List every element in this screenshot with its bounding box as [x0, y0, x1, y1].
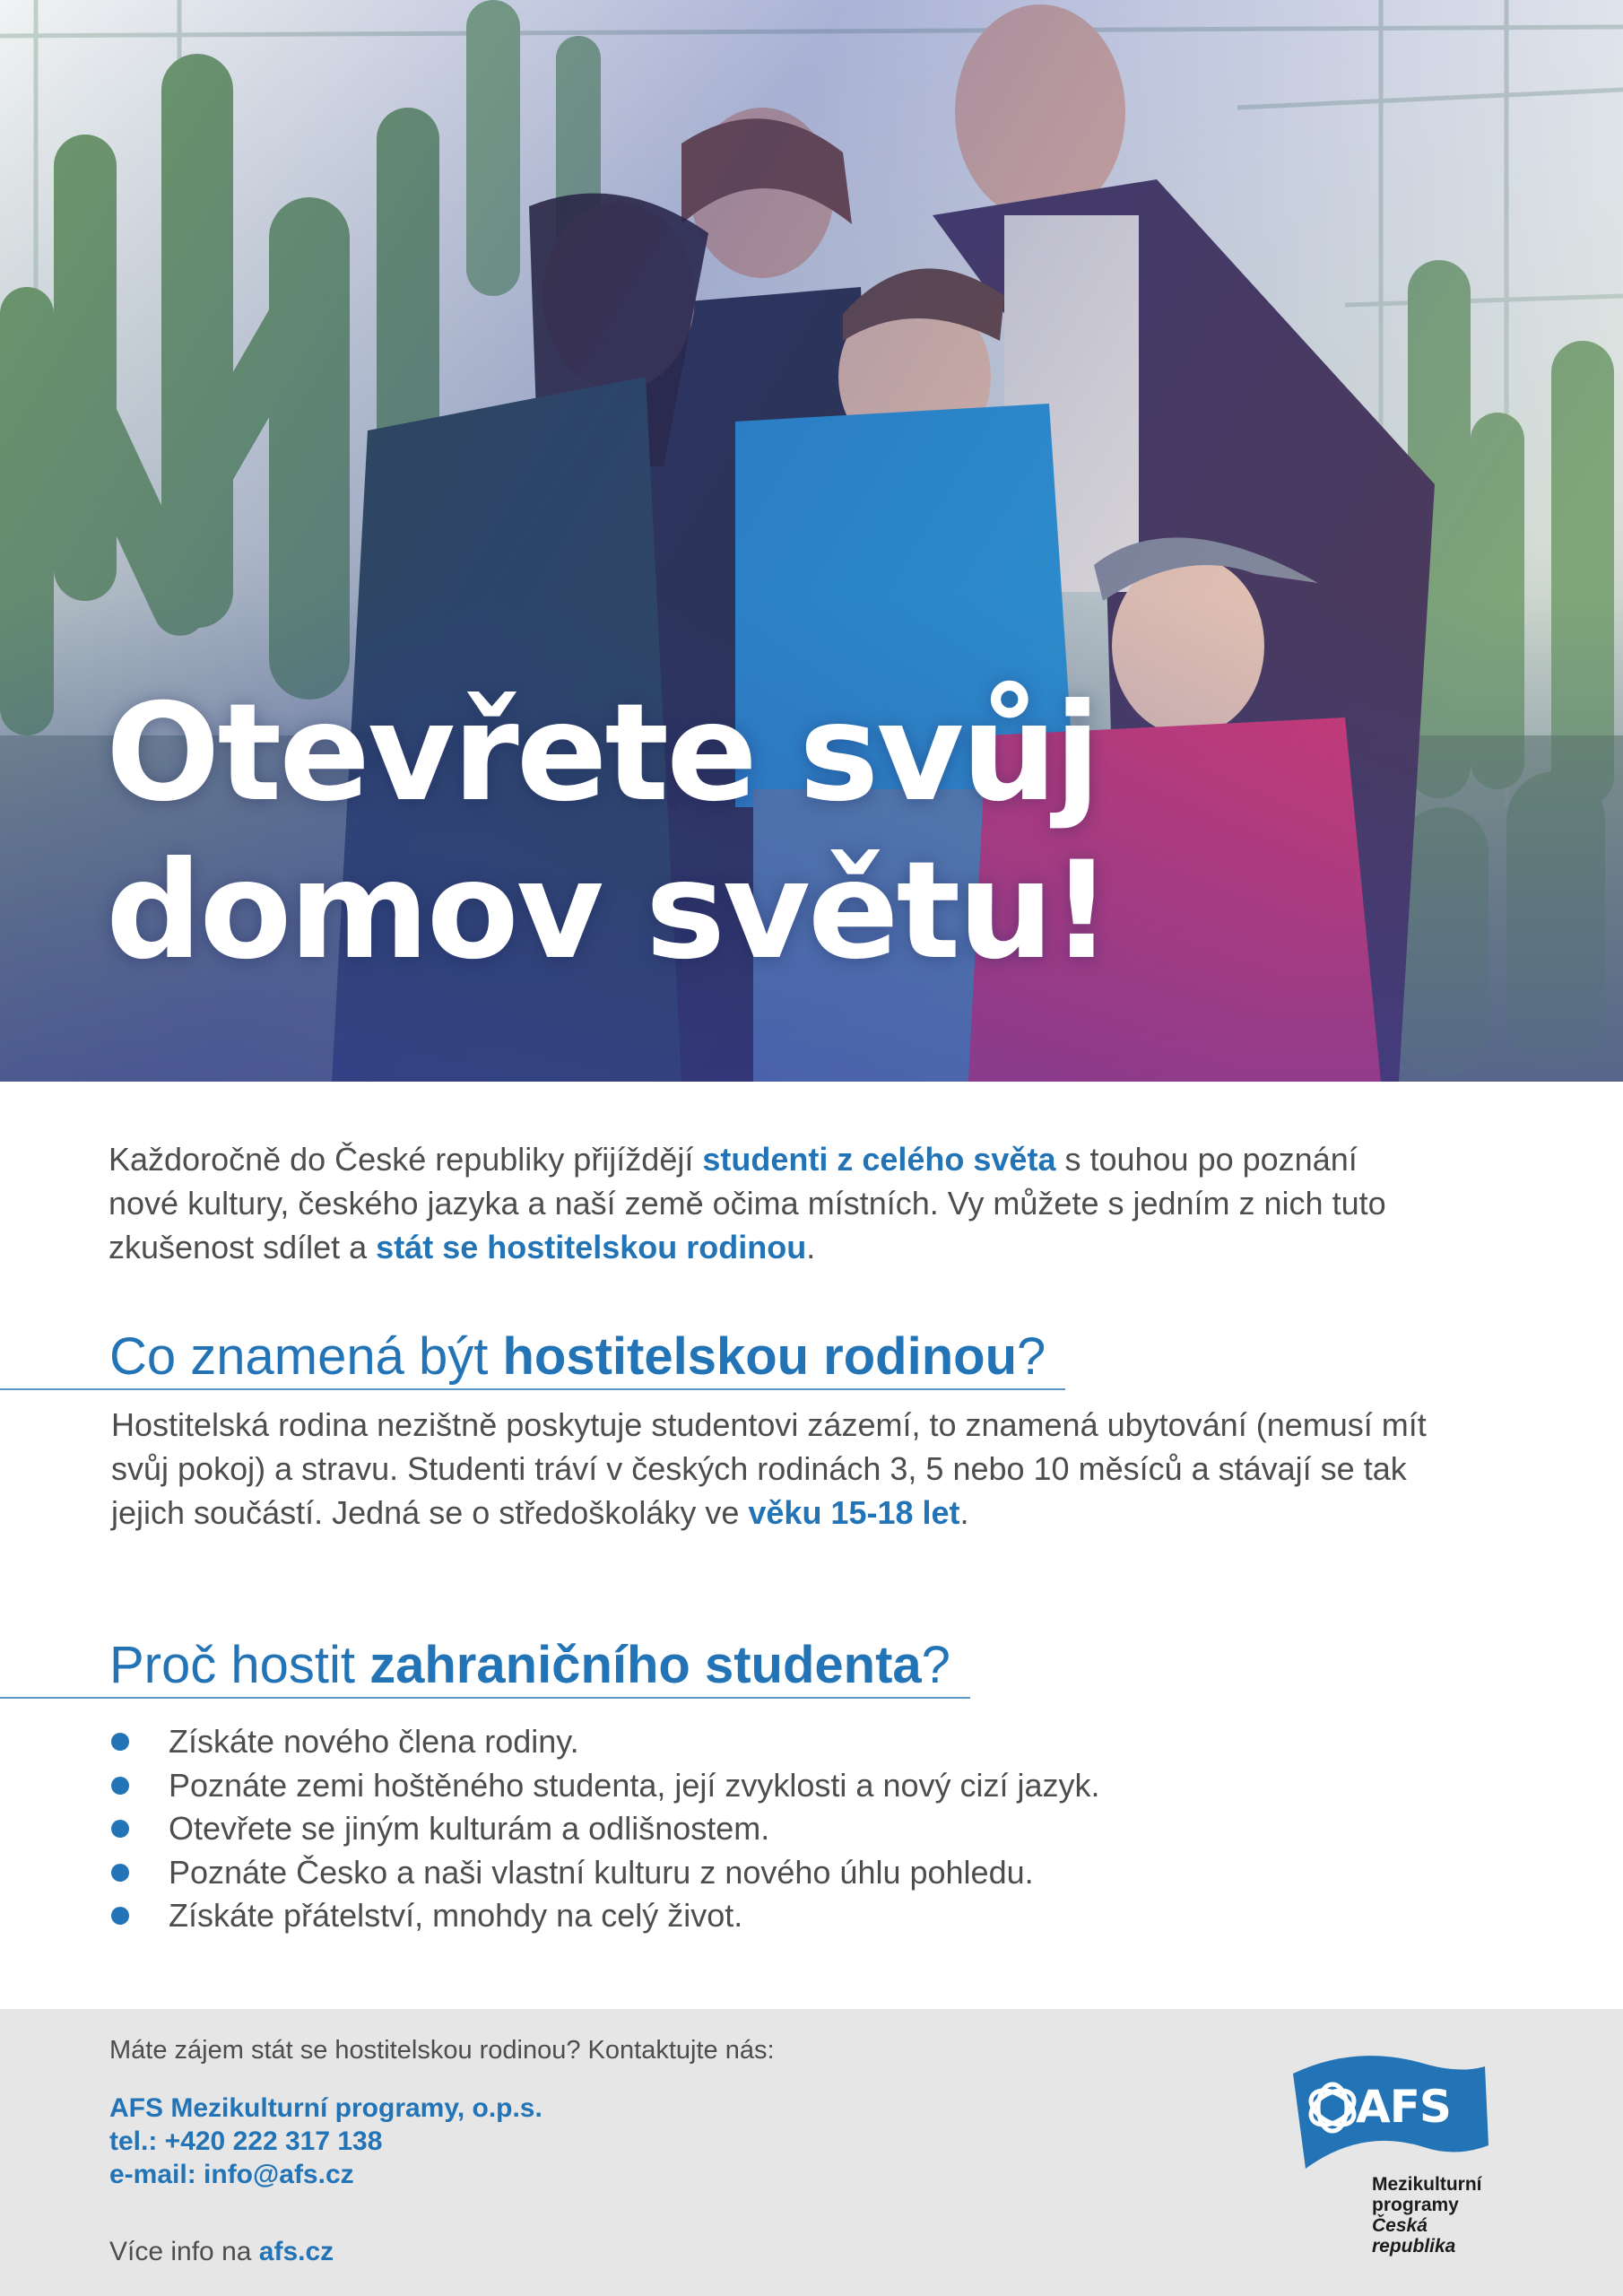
bullet-icon	[111, 1733, 129, 1751]
logo-line-2: programy	[1372, 2195, 1459, 2215]
intro-paragraph	[108, 1137, 1436, 1269]
contact-prompt: Máte zájem stát se hostitelskou rodinou? Kontaktujte nás:	[109, 2036, 775, 2065]
section-heading-host-family	[0, 1326, 1065, 1390]
list-item	[109, 1764, 1100, 1808]
heading-end: ?	[1017, 1327, 1046, 1386]
intro-text-3: .	[806, 1229, 816, 1265]
more-info-text: Více info na	[109, 2237, 259, 2266]
heading-plain: Co znamená být	[109, 1327, 503, 1386]
organization-name: AFS Mezikulturní programy, o.p.s.	[109, 2093, 542, 2123]
section-heading-why-host	[0, 1634, 970, 1699]
hero-title	[106, 674, 1109, 990]
bullet-icon	[111, 1777, 129, 1795]
intro-highlight-students: studenti z celého světa	[702, 1141, 1056, 1178]
logo-line-3: Česká republika	[1372, 2215, 1456, 2257]
heading-bold: zahraničního studenta	[369, 1636, 922, 1694]
heading-end: ?	[921, 1636, 950, 1694]
hero-title-line-1: Otevřete svůj	[106, 675, 1098, 831]
more-info	[109, 2237, 334, 2267]
hero-title-line-2: domov světu!	[106, 833, 1110, 989]
logo-line-1: Mezikulturní	[1372, 2174, 1482, 2195]
bullet-icon	[111, 1907, 129, 1925]
website-link[interactable]: afs.cz	[258, 2237, 334, 2266]
email-address[interactable]: e-mail: info@afs.cz	[109, 2160, 354, 2189]
heading-plain: Proč hostit	[109, 1636, 370, 1694]
intro-text-1: Každoročně do České republiky přijíždějí	[108, 1141, 703, 1178]
list-item-text: Poznáte zemi hoštěného studenta, její zvyklosti a nový cizí jazyk.	[169, 1766, 1100, 1804]
body-text: Hostitelská rodina nezištně poskytuje studentovi zázemí, to znamená ubytování (nemusí mít svůj pokoj) a stravu. Studenti tráví v českých rodinách 3, 5 nebo 10 měsíců a stávají se tak jejich součástí. Jedná se o středoškoláky ve	[111, 1406, 1427, 1531]
list-item-text: Otevřete se jiným kulturám a odlišnostem.	[169, 1810, 770, 1847]
body-end: .	[959, 1494, 969, 1531]
age-highlight: věku 15-18 let	[748, 1494, 960, 1531]
phone-number[interactable]: tel.: +420 222 317 138	[109, 2126, 383, 2156]
section-body-host-family	[111, 1403, 1438, 1535]
intro-text-2: s touhou po poznání nové kultury, českého jazyka a naší země očima místních. Vy můžete s jedním z nich tuto zkušenost sdílet a	[108, 1141, 1386, 1265]
logo-mark-text: AFS	[1356, 2081, 1451, 2133]
list-item	[109, 1894, 1100, 1938]
afs-logo	[1277, 2047, 1510, 2257]
list-item-text: Získáte nového člena rodiny.	[169, 1723, 579, 1760]
list-item	[109, 1851, 1100, 1895]
benefits-list	[109, 1720, 1100, 1938]
hero-photo	[0, 0, 1623, 1082]
heading-bold: hostitelskou rodinou	[502, 1327, 1018, 1386]
list-item-text: Získáte přátelství, mnohdy na celý život.	[169, 1897, 743, 1934]
intro-highlight-host-family: stát se hostitelskou rodinou	[376, 1229, 807, 1265]
bullet-icon	[111, 1820, 129, 1838]
logo-caption	[1372, 2174, 1510, 2257]
list-item	[109, 1807, 1100, 1851]
list-item-text: Poznáte Česko a naši vlastní kulturu z nového úhlu pohledu.	[169, 1853, 1034, 1891]
bullet-icon	[111, 1864, 129, 1882]
list-item	[109, 1720, 1100, 1764]
